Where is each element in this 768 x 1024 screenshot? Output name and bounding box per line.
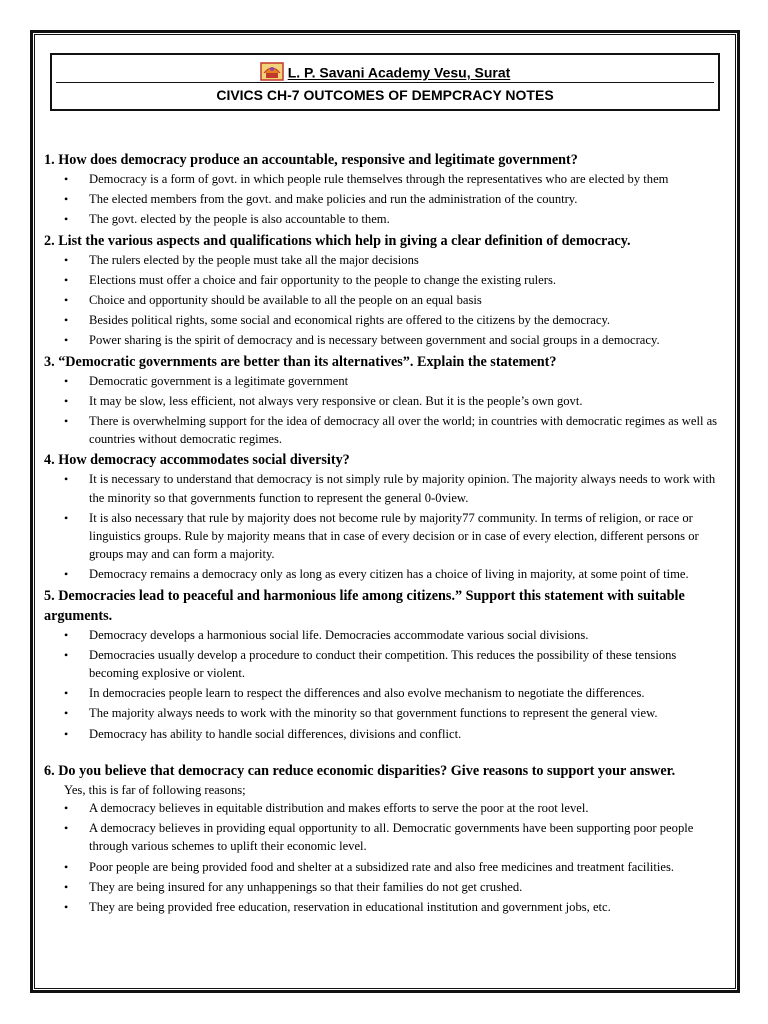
- list-item: • It is necessary to understand that democracy is not simply rule by majority opinion. The majority always needs to work with the minority so that governments function to represent the general 0-0view.: [44, 470, 729, 506]
- list-item: • The elected members from the govt. and make policies and run the administration of the country.: [44, 190, 729, 208]
- list-item: • Democracy is a form of govt. in which people rule themselves through the representatives who are elected by them: [44, 170, 729, 188]
- question-3: 3. “Democratic governments are better than its alternatives”. Explain the statement?: [44, 353, 557, 370]
- list-item: • It may be slow, less efficient, not always very responsive or clean. But it is the people’s own govt.: [44, 392, 729, 410]
- header-divider: [56, 82, 714, 83]
- list-item: • They are being insured for any unhappenings so that their families do not get crushed.: [44, 878, 729, 896]
- question-4: 4. How democracy accommodates social diversity?: [44, 452, 350, 469]
- answer-list-1: [44, 170, 729, 229]
- header-box: [50, 53, 720, 111]
- answer-list-4: [44, 470, 729, 583]
- answer-list-3: [44, 372, 729, 449]
- list-item: • A democracy believes in providing equal opportunity to all. Democratic governments have been supporting poor people through various schemes to uplift their economic level.: [44, 819, 729, 855]
- page-subtitle: CIVICS CH-7 OUTCOMES OF DEMPCRACY NOTES: [216, 87, 554, 103]
- list-item: • Democratic government is a legitimate government: [44, 372, 729, 390]
- answer-list-2: [44, 251, 729, 350]
- list-item: • Democracy develops a harmonious social life. Democracies accommodate various social divisions.: [44, 626, 729, 644]
- list-item: • Democracy has ability to handle social differences, divisions and conflict.: [44, 725, 729, 743]
- list-item: • Choice and opportunity should be available to all the people on an equal basis: [44, 291, 729, 309]
- academy-logo-icon: [260, 61, 284, 84]
- question-2: 2. List the various aspects and qualifications which help in giving a clear definition of democracy.: [44, 232, 631, 249]
- page-title: L. P. Savani Academy Vesu, Surat: [287, 64, 511, 81]
- question-6: 6. Do you believe that democracy can reduce economic disparities? Give reasons to support your answer.: [44, 762, 676, 779]
- question-1: 1. How does democracy produce an accountable, responsive and legitimate government?: [44, 152, 578, 168]
- header-title-row: [52, 61, 718, 81]
- list-item: • Democracy remains a democracy only as long as every citizen has a choice of living in majority, at some point of time.: [44, 565, 729, 583]
- list-item: • The majority always needs to work with the minority so that government functions to represent the general view.: [44, 704, 729, 722]
- answer-list-6: [44, 799, 729, 916]
- list-item: • They are being provided free education, reservation in educational institution and government jobs, etc.: [44, 898, 729, 916]
- answer-intro-6: Yes, this is far of following reasons;: [64, 782, 246, 797]
- list-item: • Poor people are being provided food and shelter at a subsidized rate and also free medicines and treatment facilities.: [44, 858, 729, 876]
- list-item: • In democracies people learn to respect the differences and also evolve mechanism to negotiate the differences.: [44, 684, 729, 702]
- question-5: 5. Democracies lead to peaceful and harmonious life among citizens.” Support this statement with suitable arguments.: [44, 587, 685, 624]
- answer-list-5: [44, 626, 729, 743]
- list-item: • The govt. elected by the people is also accountable to them.: [44, 210, 729, 228]
- list-item: • It is also necessary that rule by majority does not become rule by majority77 community. In terms of religion, or race or linguistics groups. Rule by majority means that in case of every decision or in case of every election, different persons or groups may and can form a majority.: [44, 509, 729, 564]
- list-item: • Elections must offer a choice and fair opportunity to the people to change the existing rulers.: [44, 271, 729, 289]
- list-item: • The rulers elected by the people must take all the major decisions: [44, 251, 729, 269]
- list-item: • A democracy believes in equitable distribution and makes efforts to serve the poor at the root level.: [44, 799, 729, 817]
- list-item: • There is overwhelming support for the idea of democracy all over the world; in countries with democratic regimes as well as countries without democratic regimes.: [44, 412, 729, 448]
- list-item: • Besides political rights, some social and economical rights are offered to the citizens by the democracy.: [44, 311, 729, 329]
- list-item: • Democracies usually develop a procedure to conduct their competition. This reduces the possibility of these tensions becoming explosive or violent.: [44, 646, 729, 682]
- list-item: • Power sharing is the spirit of democracy and is necessary between government and social groups in a democracy.: [44, 331, 729, 349]
- notes-content: [44, 150, 729, 918]
